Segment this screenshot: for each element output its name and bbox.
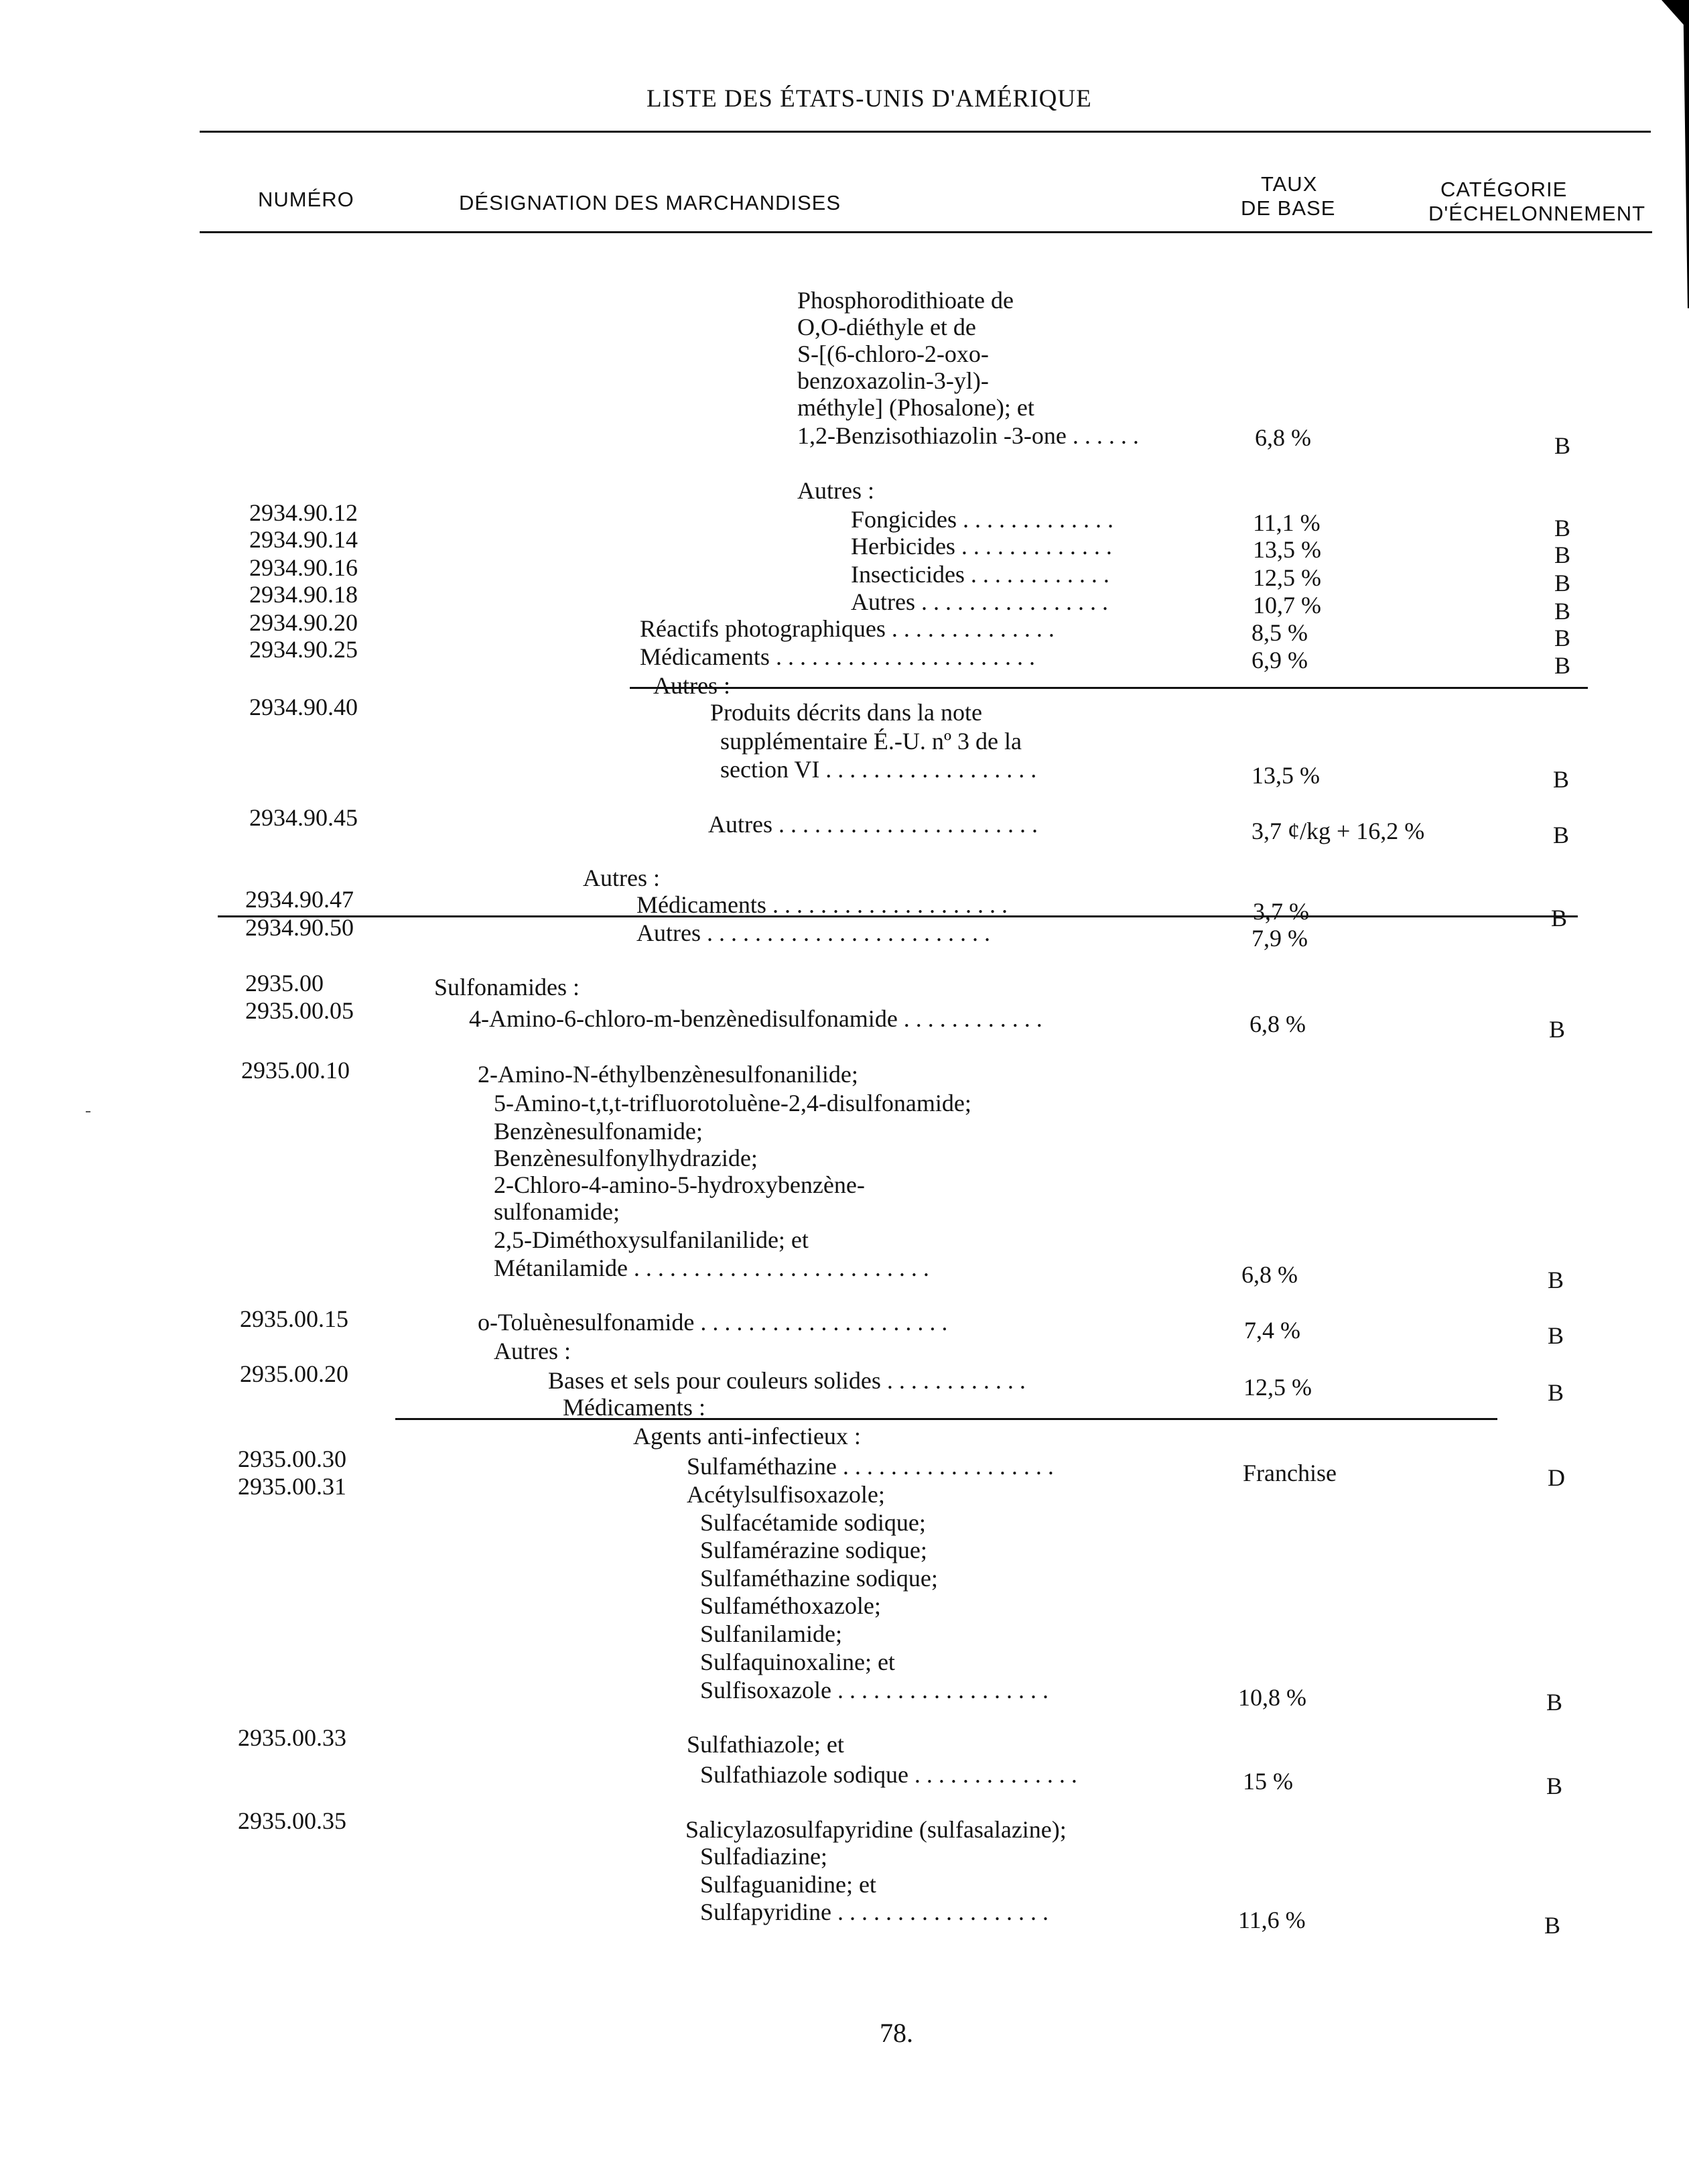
row-text: Produits décrits dans la note (710, 699, 982, 726)
row-text: Benzènesulfonylhydrazide; (494, 1145, 758, 1171)
row-rate: 6,8 % (1255, 424, 1311, 451)
row-rate: 6,8 % (1249, 1011, 1306, 1037)
row-text: Médicaments . . . . . . . . . . . . . . . . . . . . (636, 891, 1008, 918)
row-text: Insecticides . . . . . . . . . . . . (851, 561, 1109, 588)
row-number: 2934.90.47 (245, 886, 354, 913)
header-top-rule (200, 131, 1651, 133)
row-rate: 7,4 % (1244, 1317, 1300, 1344)
row-text: Bases et sels pour couleurs solides . . . . . . . . . . . . (548, 1367, 1026, 1394)
row-text: section VI . . . . . . . . . . . . . . . . . . (720, 756, 1037, 783)
row-number: 2934.90.16 (249, 554, 358, 581)
row-text: S-[(6-chloro-2-oxo- (797, 340, 989, 367)
row-text: Salicylazosulfapyridine (sulfasalazine); (685, 1816, 1067, 1843)
row-number: 2935.00.33 (238, 1724, 346, 1751)
row-rate: Franchise (1243, 1460, 1337, 1486)
row-rate: 7,9 % (1252, 925, 1308, 952)
row-text: 4-Amino-6-chloro-m-benzènedisulfonamide . . . . . . . . . . . . (469, 1005, 1042, 1032)
row-category: B (1553, 822, 1570, 848)
row-rate: 10,8 % (1238, 1684, 1306, 1711)
row-text: 2-Chloro-4-amino-5-hydroxybenzène- (494, 1171, 865, 1198)
header-designation: DÉSIGNATION DES MARCHANDISES (459, 191, 841, 214)
row-number: 2934.90.40 (249, 694, 358, 720)
row-category: B (1553, 766, 1570, 793)
row-text: Sulfapyridine . . . . . . . . . . . . . . . . . . (700, 1899, 1049, 1925)
row-number: 2934.90.25 (249, 636, 358, 663)
page-title: LISTE DES ÉTATS-UNIS D'AMÉRIQUE (647, 85, 1092, 113)
header-bottom-rule (200, 231, 1652, 233)
row-rate: 11,1 % (1253, 509, 1321, 536)
row-text: benzoxazolin-3-yl)- (797, 367, 989, 394)
row-category: B (1551, 905, 1568, 932)
row-number: 2934.90.20 (249, 609, 358, 636)
row-category: B (1554, 515, 1571, 541)
row-text: Sulfanilamide; (700, 1620, 842, 1647)
row-category: B (1549, 1016, 1566, 1043)
row-rate: 13,5 % (1252, 762, 1320, 789)
header-categorie-line2: D'ÉCHELONNEMENT (1428, 202, 1646, 225)
row-rate: 10,7 % (1253, 592, 1321, 619)
row-text: Autres : (797, 477, 874, 504)
section-rule-3 (395, 1418, 1497, 1420)
row-text: Sulfaquinoxaline; et (700, 1649, 895, 1675)
row-category: B (1554, 598, 1571, 625)
row-text: Sulfisoxazole . . . . . . . . . . . . . . . . . . (700, 1677, 1049, 1704)
header-taux-line1: TAUX (1261, 172, 1318, 196)
row-text: 5-Amino-t,t,t-trifluorotoluène-2,4-disulfonamide; (494, 1090, 971, 1116)
row-category: B (1548, 1267, 1564, 1293)
row-text: sulfonamide; (494, 1198, 620, 1225)
row-category: B (1548, 1379, 1564, 1406)
row-rate: 15 % (1243, 1768, 1293, 1795)
row-text: Médicaments . . . . . . . . . . . . . . . . . . . . . . (640, 643, 1035, 670)
row-category: B (1554, 625, 1571, 651)
row-number: 2935.00.10 (241, 1057, 350, 1084)
row-text: Benzènesulfonamide; (494, 1118, 703, 1145)
row-category: B (1548, 1322, 1564, 1349)
header-categorie-line1: CATÉGORIE (1440, 178, 1568, 201)
row-number: 2935.00.35 (238, 1807, 346, 1834)
row-category: B (1546, 1773, 1563, 1799)
row-text: Sulfaméthoxazole; (700, 1592, 881, 1619)
row-text: supplémentaire É.-U. nº 3 de la (720, 728, 1022, 755)
row-text: Sulfaguanidine; et (700, 1871, 876, 1898)
row-category: B (1554, 432, 1571, 459)
row-text: Autres : (583, 864, 660, 891)
row-text: Sulfathiazole; et (687, 1731, 844, 1758)
row-text: Fongicides . . . . . . . . . . . . . (851, 506, 1113, 533)
row-text: Phosphorodithioate de (797, 287, 1014, 314)
row-rate: 3,7 ¢/kg + 16,2 % (1252, 818, 1425, 844)
row-text: 2,5-Diméthoxysulfanilanilide; et (494, 1226, 809, 1253)
row-category: B (1554, 570, 1571, 596)
row-number: 2934.90.14 (249, 526, 358, 553)
row-text: 1,2-Benzisothiazolin -3-one . . . . . . (797, 422, 1139, 449)
page-number: 78. (880, 2018, 913, 2048)
row-rate: 12,5 % (1253, 564, 1321, 591)
row-rate: 6,8 % (1241, 1261, 1298, 1288)
row-text: Sulfonamides : (434, 974, 580, 1001)
row-number: 2935.00.05 (245, 997, 354, 1024)
row-rate: 3,7 % (1253, 898, 1309, 925)
row-text: O,O-diéthyle et de (797, 314, 976, 340)
row-text: Sulfaméthazine . . . . . . . . . . . . . . . . . . (687, 1453, 1054, 1480)
row-text: Autres : (494, 1338, 571, 1364)
row-number: 2935.00.31 (238, 1473, 346, 1500)
row-text: Herbicides . . . . . . . . . . . . . (851, 533, 1112, 560)
row-rate: 13,5 % (1253, 536, 1321, 563)
row-text: Métanilamide . . . . . . . . . . . . . . . . . . . . . . . . . (494, 1255, 929, 1281)
row-number: 2934.90.50 (245, 914, 354, 941)
row-text: Réactifs photographiques . . . . . . . . . . . . . . (640, 615, 1055, 642)
row-text: Médicaments : (563, 1394, 705, 1421)
row-number: 2934.90.45 (249, 804, 358, 831)
row-text: Agents anti-infectieux : (633, 1423, 861, 1450)
row-text: Autres . . . . . . . . . . . . . . . . . . . . . . . . (636, 919, 990, 946)
page-edge-mark (1662, 0, 1689, 308)
row-text: Sulfathiazole sodique . . . . . . . . . . . . . . (700, 1761, 1077, 1788)
row-category: B (1546, 1689, 1563, 1716)
header-taux-line2: DE BASE (1241, 196, 1336, 220)
row-number: 2935.00 (245, 970, 324, 997)
row-rate: 6,9 % (1252, 647, 1308, 673)
row-number: 2935.00.20 (240, 1360, 348, 1387)
section-rule-1 (630, 687, 1588, 689)
row-text: Sulfamérazine sodique; (700, 1537, 927, 1563)
row-category: B (1544, 1912, 1561, 1939)
row-category: B (1554, 541, 1571, 568)
row-rate: 11,6 % (1238, 1907, 1306, 1933)
header-numero: NUMÉRO (258, 188, 354, 211)
row-text: Sulfaméthazine sodique; (700, 1565, 938, 1592)
row-number: 2934.90.18 (249, 581, 358, 608)
row-number: 2935.00.30 (238, 1446, 346, 1472)
row-text: Sulfadiazine; (700, 1843, 827, 1870)
row-number: 2934.90.12 (249, 499, 358, 526)
row-text: Autres : (653, 672, 730, 699)
row-text: 2-Amino-N-éthylbenzènesulfonanilide; (478, 1061, 858, 1088)
row-number: 2935.00.15 (240, 1305, 348, 1332)
row-text: Acétylsulfisoxazole; (687, 1481, 885, 1508)
row-text: o-Toluènesulfonamide . . . . . . . . . . . . . . . . . . . . . (478, 1309, 948, 1336)
row-text: méthyle] (Phosalone); et (797, 394, 1034, 421)
row-rate: 8,5 % (1252, 619, 1308, 646)
scan-smudge (86, 1111, 90, 1112)
row-text: Autres . . . . . . . . . . . . . . . . (851, 588, 1108, 615)
row-rate: 12,5 % (1243, 1374, 1312, 1401)
row-category: B (1554, 652, 1571, 679)
row-text: Autres . . . . . . . . . . . . . . . . . . . . . . (708, 811, 1038, 838)
row-category: D (1548, 1464, 1565, 1491)
row-text: Sulfacétamide sodique; (700, 1509, 926, 1536)
